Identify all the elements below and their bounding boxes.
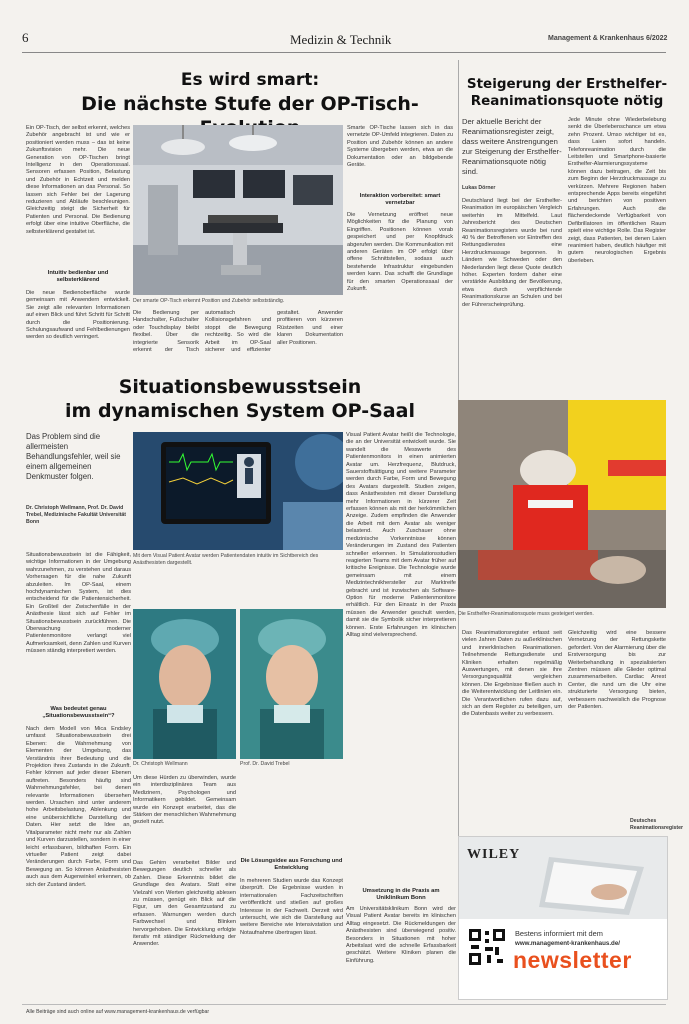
article3-title-2: im dynamischen System OP-Saal xyxy=(65,400,415,422)
article1-subhead-1: Intuitiv bedienbar und selbsterklärend xyxy=(47,270,109,284)
ad-tagline: Bestens informiert mit dem xyxy=(515,929,603,938)
article3-subhead-2: Die Lösungsidee aus Forschung und Entwicklung xyxy=(240,858,343,872)
footer-rule xyxy=(22,1004,666,1005)
article1-subhead-2: Interaktion vorbereitet: smart vernetzbar xyxy=(359,193,441,207)
article1-title-2: Die nächste Stufe der OP-Tisch- xyxy=(81,93,419,115)
portrait-2-illustration xyxy=(240,609,343,759)
article3-body-col2b: Um diese Hürden zu überwinden, wurde ein interdisziplinäres Team aus Medizinern, Psychologen und Informatikern gebildet. Gemeinsam wurde ein Konzept erarbeitet, das die Stärken der menschlichen Wahrnehmung gezielt nutzt. xyxy=(133,775,236,826)
article2-photo-caption: Die Ersthelfer-Reanimationsquote muss gesteigert werden. xyxy=(458,611,594,617)
article1-title-1: Es wird smart: xyxy=(180,70,320,90)
article3-body-col2c: Das Gehirn verarbeitet Bilder und Bewegungen deutlich schneller als Zahlen. Diese Erkenntnis bildet die Grundlage des Avatars. Statt eine Vielzahl von Werten gleichzeitig ablesen zu müssen, genügt ein Blick auf die Figur, um den Gesamtzustand zu erfassen. Warnungen werden durch Farbwechsel und Blinken hervorgehoben. Die Entwicklung erfolgte iterativ mit ständiger Rückmeldung der Anwender. xyxy=(133,860,236,948)
article2-body-col1: Deutschland liegt bei der Ersthelfer-Reanimation im europäischen Vergleich weiterhin im Mittelfeld. Laut Jahresbericht des Deutschen Reanimationsregisters wurde bei rund 40 % der Betroffenen vor Eintreffen des Rettungsdienstes eine Herzdruckmassage begonnen. In Ländern wie Schweden oder den Niederlanden liegt diese Quote deutlich höher. Experten fordern daher eine verstärkte Ausbildung der Bevölkerung, etwa durch verpflichtende Reanimationskurse an Schulen und bei der Führerscheinprüfung. xyxy=(462,198,562,308)
article3-body-col3b: Am Universitätsklinikum Bonn wird der Visual Patient Avatar bereits im klinischen Alltag eingesetzt. Die Rückmeldungen der Anästhesisten sind überwiegend positiv. Besonders in Situationen mit hoher Arbeitslast wird die schnelle Erfassbarkeit geschätzt. Weitere Kliniken planen die Einführung. xyxy=(346,906,456,964)
article2-body-col2: Jede Minute ohne Wiederbelebung senkt die Überlebenschance um etwa zehn Prozent. Umso wichtiger ist es, dass Laien sofort handeln. Telefonreanimation durch die Leitstellen und Smartphone-basierte Ersthelfer-Alarmierungssysteme können dazu beitragen, die Zeit bis zum Beginn der Herzdruckmassage zu verkürzen. Mehrere Regionen haben entsprechende Apps bereits eingeführt und berichten von positiven Erfahrungen. Auch die flächendeckende Verfügbarkeit von Defibrillatoren im öffentlichen Raum spielt eine wichtige Rolle. Das Register zeigt, dass Patienten, bei denen Laien reanimiert haben, deutlich häufiger mit gutem neurologischen Ergebnis überleben. xyxy=(568,117,666,264)
article2-title-1: Steigerung der Ersthelfer- xyxy=(466,76,668,92)
article3-author: Dr. Christoph Wellmann, Prof. Dr. David Trebel, Medizinische Fakultät Universität Bonn xyxy=(26,505,127,525)
article2-title-2: Reanimationsquote nötig xyxy=(470,93,664,109)
article1-body-col1: Ein OP-Tisch, der selbst erkennt, welches Zubehör angebracht ist und wie er positioniert werden muss – das ist keine Zukunftsvision mehr. Die neue Generation von OP-Tischen bringt Intelligenz in den Operationssaal. Sensoren erfassen Position, Belastung und Zubehör in Echtzeit und melden diese Informationen an das Personal. So lassen sich Fehler bei der Lagerung reduzieren und Abläufe beschleunigen. Gleichzeitig steigt die Sicherheit für Patienten und Personal. Die Bedienung erfolgt über eine intuitive Oberfläche, die selbsterklärend gestaltet ist. xyxy=(26,125,130,235)
article3-body-col3: Visual Patient Avatar heißt die Technologie, die an der Universität entwickelt wurde. Sie wandelt die Messwerte des Patientenmonitors in einen animierten Avatar um. Herzfrequenz, Blutdruck, Sauerstoffsättigung und weitere Parameter werden durch Farbe, Form und Bewegung des Avatars dargestellt. Studien zeigen, dass Anästhesisten mit dieser Darstellung mehr Informationen in kürzerer Zeit erfassen können als mit der herkömmlichen Anzeige. Zudem empfinden die Anwender die Arbeit mit dem Avatar als weniger belastend. Auch Zuschauer ohne medizinische Vorkenntnisse können Veränderungen im Zustand des Patienten schneller erkennen. In Simulationsstudien reagierten Teams mit dem Avatar früher auf kritische Ereignisse. Die Technologie wurde gemeinsam mit einem Medizintechnikhersteller zur Marktreife gebracht und ist inzwischen als Software-Option für moderne Patientenmonitore erhältlich. Für den Einsatz in der Praxis müssen die Anwender geschult werden, damit sie die Symbolik sicher interpretieren können. Erste Erfahrungen im klinischen Alltag sind vielversprechend. xyxy=(346,432,456,638)
header-rule xyxy=(22,52,666,53)
article2-body-col1b: Das Reanimationsregister erfasst seit vielen Jahren Daten zu außerklinischen und innerklinischen Reanimationen. Teilnehmende Rettungsdienste und Kliniken erhalten regelmäßig Auswertungen, mit denen sie ihre Versorgungsqualität vergleichen können. Die Ergebnisse fließen auch in die Weiterentwicklung der Leitlinien ein. Die Verantwortlichen rufen dazu auf, sich an dem Register zu beteiligen, um die Datenbasis weiter zu verbessern. xyxy=(462,630,562,718)
ad-newsletter-word: newsletter xyxy=(513,947,632,973)
publication-name: Management & Krankenhaus 6/2022 xyxy=(548,35,668,42)
article1-body-bottom: Die Bedienung per Handschalter, Fußschalter oder Touchdisplay bleibt flexibel. Über die integrierte Sensorik erkennt der Tisch automatisch Kollisionsgefahren und stoppt die Bewegung rechtzeitig. So wird die Arbeit im OP-Saal sicherer und effizienter gestaltet. Anwender profitieren von kürzeren Rüstzeiten und einer klaren Dokumentation aller Positionen. xyxy=(133,310,343,354)
portrait-1-caption: Dr. Christoph Wellmann xyxy=(133,761,188,767)
article3-title-1: Situationsbewusstsein xyxy=(118,376,362,398)
section-title: Medizin & Technik xyxy=(290,32,392,47)
qr-code-icon xyxy=(467,927,507,967)
article3-body-col1b: Nach dem Modell von Mica Endsley umfasst Situationsbewusstsein drei Ebenen: die Wahrnehmung von Elementen der Umgebung, das Verständnis ihrer Bedeutung und die Projektion ihres Zustands in die Zukunft. Fehler können auf jeder dieser Ebenen auftreten. Besonders häufig sind Wahrnehmungsfehler, bei denen relevante Informationen übersehen werden. Ursachen sind unter anderem hohe Arbeitsbelastung, Ablenkung und eine unübersichtliche Darstellung der Daten. Hier setzt die Idee an, Vitalparameter nicht mehr nur als Zahlen und Kurven darzustellen, sondern in einer leicht erfassbaren, bildhaften Form. Ein virtueller Patient zeigt dabei Veränderungen durch Farbe, Form und Bewegung an. So können Anästhesisten auch aus dem Augenwinkel erkennen, ob sich der Zustand ändert. xyxy=(26,726,131,888)
article3-lead: Das Problem sind die allermeisten Behandlungsfehler, weil sie einem allgemeinen Denkmuster folgen. xyxy=(26,432,121,481)
article2-lead: Der aktuelle Bericht der Reanimationsregister zeigt, dass weitere Anstrengungen zur Steigerung der Ersthelfer-Reanimationsquote nötig sind. xyxy=(462,117,562,176)
footer-text: Alle Beiträge sind auch online auf www.management-krankenhaus.de verfügbar xyxy=(26,1009,210,1015)
patient-monitor-photo xyxy=(133,432,343,550)
article1-body-col3: Smarte OP-Tische lassen sich in das vernetzte OP-Umfeld integrieren. Daten zu Position und Zubehör können an andere Systeme übergeben werden, etwa an die Dokumentation oder an bildgebende Geräte. xyxy=(347,125,453,169)
article1-photo-caption: Der smarte OP-Tisch erkennt Position und Zubehör selbstständig. xyxy=(133,298,285,304)
article1-body-col1b: Die neue Bedienoberfläche wurde gemeinsam mit Anwendern entwickelt. Sie zeigt alle relevanten Informationen auf einen Blick und führt Schritt für Schritt durch die Positionierung. Schulungsaufwand und Fehlbedienungen werden so deutlich verringert. xyxy=(26,290,130,341)
op-room-illustration xyxy=(133,125,343,295)
newsletter-ad[interactable] xyxy=(458,836,668,1000)
rescue-photo xyxy=(458,400,666,608)
qr-code[interactable] xyxy=(467,927,507,967)
portrait-2-caption: Prof. Dr. David Trebel xyxy=(240,761,290,767)
portrait-2-photo xyxy=(240,609,343,759)
page-number: 6 xyxy=(22,30,29,45)
portrait-1-photo xyxy=(133,609,236,759)
article2-source: Deutsches Reanimationsregister xyxy=(630,818,684,831)
article2-author: Lukas Dörner xyxy=(462,185,496,191)
article1-body-col3b: Die Vernetzung eröffnet neue Möglichkeiten für die Planung von Eingriffen. Positionen können vorab gespeichert und per Knopfdruck abgerufen werden. Die Kommunikation mit anderen Geräten im OP erfolgt über offene Schnittstellen, sodass auch bestehende Infrastruktur eingebunden werden kann. Das schafft die Grundlage für den smarten Operationssaal der Zukunft. xyxy=(347,212,453,293)
article3-subhead-3: Umsetzung in die Praxis am Uniklinikum Bonn xyxy=(362,888,440,902)
ad-brand: WILEY xyxy=(467,847,521,862)
op-room-photo xyxy=(133,125,343,295)
rescue-illustration xyxy=(458,400,666,608)
monitor-illustration xyxy=(133,432,343,550)
article2-body-col2b: Gleichzeitig wird eine bessere Vernetzung der Rettungskette gefordert. Von der Alarmierung über die Erstversorgung bis zur Weiterbehandlung in spezialisierten Zentren müssen alle Glieder optimal zusammenarbeiten. Cardiac Arrest Center, die rund um die Uhr eine strukturierte Versorgung bieten, verbessern nachweislich die Prognose der Patienten. xyxy=(568,630,666,711)
article3-photo-caption: Mit dem Visual Patient Avatar werden Patientendaten intuitiv im Sichtbereich des Anästhesisten dargestellt. xyxy=(133,553,319,566)
portrait-1-illustration xyxy=(133,609,236,759)
article3-body-col1: Situationsbewusstsein ist die Fähigkeit, wichtige Informationen in der Umgebung wahrzunehmen, zu verstehen und daraus Vorhersagen für die nahe Zukunft abzuleiten. Im OP-Saal, einem hochdynamischen System, ist dies entscheidend für die Patientensicherheit. Ein Großteil der Zwischenfälle in der Anästhesie lässt sich auf Fehler im Situationsbewusstsein zurückführen. Die Überwachung moderner Patientenmonitore verlangt viel Aufmerksamkeit, denn Zahlen und Kurven müssen ständig interpretiert werden. xyxy=(26,552,131,655)
ad-url[interactable]: www.management-krankenhaus.de/ xyxy=(515,940,620,947)
article3-subhead-1: Was bedeutet genau „Situationsbewusstsein“? xyxy=(42,706,115,720)
article3-body-col2d: In mehreren Studien wurde das Konzept überprüft. Die Ergebnisse wurden in internationalen Fachzeitschriften veröffentlicht und stießen auf großes Interesse in der Fachwelt. Derzeit wird untersucht, wie sich die Darstellung auf weitere Bereiche wie Intensivstation und Notaufnahme übertragen lässt. xyxy=(240,878,343,936)
